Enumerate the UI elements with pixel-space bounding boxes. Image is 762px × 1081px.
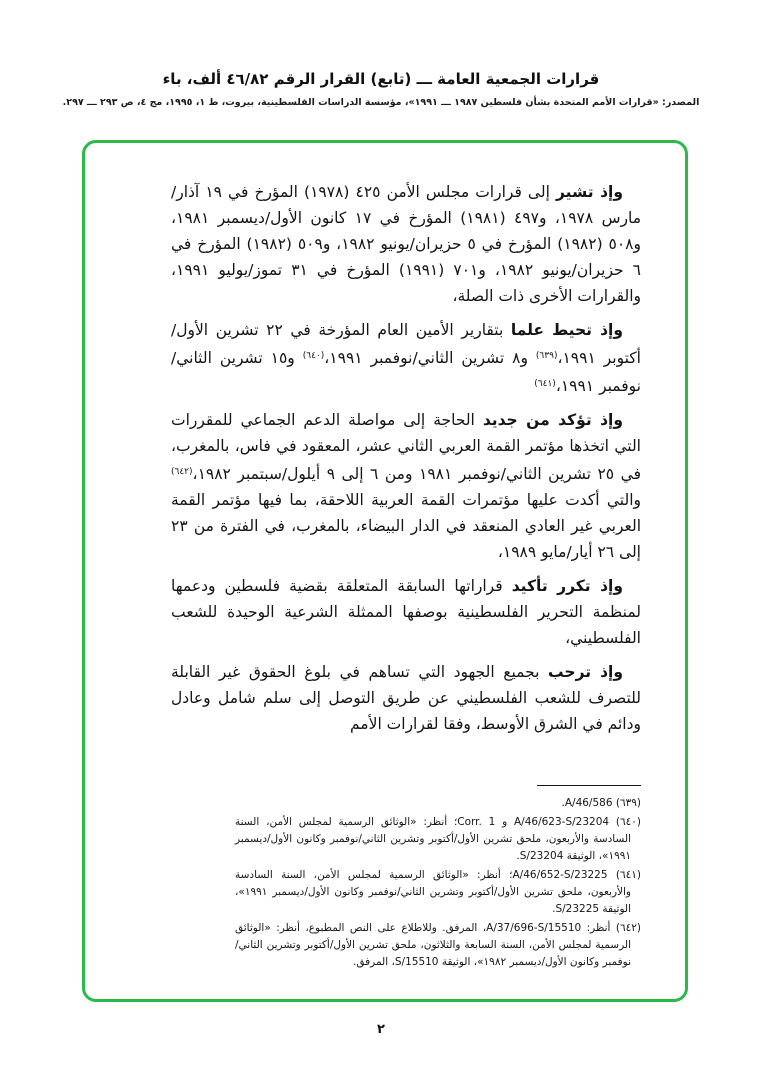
paragraph-text: إلى قرارات مجلس الأمن ٤٢٥ (١٩٧٨) المؤرخ في ١٩ آذار/مارس ١٩٧٨، و٤٩٧ (١٩٨١) المؤرخ في ١٧ كانون الأول/ديسمبر ١٩٨١، و٥٠٨ (١٩٨٢) المؤرخ في ٥ حزيران/يونيو ١٩٨٢، و٥٠٩ (١٩٨٢) المؤرخ في ٦ حزيران/يونيو ١٩٨٢، و٧٠١ (١٩٩١) المؤرخ في ٣١ تموز/يوليو ١٩٩١، والقرارات الأخرى ذات الصلة، [171,183,641,305]
paragraph-text: و١٥ تشرين الثاني/نوفمبر ١٩٩١، [171,349,641,395]
paragraph-taking-note [171,317,641,399]
paragraph-text: و٨ تشرين الثاني/نوفمبر ١٩٩١، [324,349,536,367]
footnote-ref-640: (٦٤٠) [302,351,325,361]
footnote-label: (٦٤١) [615,869,641,881]
footnote-641 [235,867,641,918]
paragraph-lead: وإذ تشير [555,183,623,201]
footnotes-section [235,785,641,973]
footnote-ref-642: (٦٤٢) [171,467,193,477]
document-title: قرارات الجمعية العامة ـــ (تابع) القرار الرقم ٤٦/٨٢ ألف، باء [162,70,600,88]
footnote-639 [235,795,641,812]
footnote-label: (٦٤٠) [615,816,641,828]
footnote-642 [235,920,641,971]
paragraph-text: بتقارير الأمين العام المؤرخة في ٢٢ تشرين الأول/أكتوبر ١٩٩١، [171,321,641,367]
footnote-text: A/46/652-S/23225؛ أنظر: «الوثائق الرسمية لمجلس الأمن، السنة السادسة والأربعون، ملحق تشرين الأول/أكتوبر وتشرين الثاني/نوفمبر وكانون الأول/ديسمبر ١٩٩١»، الوثيقة S/23225. [235,869,631,915]
paragraph-text: والتي أكدت عليها مؤتمرات القمة العربية اللاحقة، بما فيها مؤتمر القمة العربي غير العادي المنعقد في الدار البيضاء، بالمغرب، في الفترة من ٢٣ إلى ٢٦ أيار/مايو ١٩٨٩، [171,491,641,561]
paragraph-text: الحاجة إلى مواصلة الدعم الجماعي للمقررات التي اتخذها مؤتمر القمة العربي الثاني عشر، المعقود في فاس، بالمغرب، في ٢٥ تشرين الثاني/نوفمبر ١٩٨١ ومن ٦ إلى ٩ أيلول/سبتمبر ١٩٨٢، [171,411,641,483]
source-citation-line: المصدر: «قرارات الأمم المتحدة بشأن فلسطين ١٩٨٧ ـــ ١٩٩١»، مؤسسة الدراسات الفلسطينية، بيروت، ط ١، ١٩٩٥، مج ٤، ص ٢٩٣ ـــ ٢٩٧. [62,97,700,108]
footnote-label: (٦٣٩) [615,797,641,809]
paragraph-lead: وإذ ترحب [548,663,623,681]
footnote-ref-641: (٦٤١) [534,379,556,389]
footnote-separator [537,785,641,786]
paragraph-welcoming-efforts [171,659,641,737]
footnote-ref-639: (٦٣٩) [535,351,558,361]
resolution-text [171,179,641,745]
footnote-640 [235,814,641,865]
highlight-frame [82,140,688,1002]
footnote-label: (٦٤٢) [615,922,641,934]
paragraph-text: بجميع الجهود التي تساهم في بلوغ الحقوق غير القابلة للتصرف للشعب الفلسطيني عن طريق التوصل إلى سلم شامل وعادل ودائم في الشرق الأوسط، وفقا لقرارات الأمم [171,663,641,733]
paragraph-recalling-resolutions [171,179,641,309]
footnote-text: A/46/586. [561,797,613,809]
page-number: ٢ [377,1022,385,1037]
paragraph-reaffirming-summits [171,407,641,565]
footnote-text: A/46/623-S/23204 و Corr. 1؛ أنظر: «الوثائق الرسمية لمجلس الأمن، السنة السادسة والأربعون، ملحق تشرين الأول/أكتوبر وتشرين الثاني/نوفمبر وكانون الأول/ديسمبر ١٩٩١»، الوثيقة S/23204. [235,816,631,862]
footnote-text: أنظر: A/37/696-S/15510، المرفق. وللاطلاع على النص المطبوع، أنظر: «الوثائق الرسمية لمجلس الأمن، السنة السابعة والثلاثون، ملحق تشرين الأول/أكتوبر وتشرين الثاني/نوفمبر وكانون الأول/ديسمبر ١٩٨٢»، الوثيقة S/15510، المرفق. [235,922,631,968]
paragraph-lead: وإذ تحيط علما [510,321,623,339]
page-header [0,70,762,108]
paragraph-lead: وإذ تكرر تأكيد [511,577,624,595]
paragraph-text: قراراتها السابقة المتعلقة بقضية فلسطين ودعمها لمنظمة التحرير الفلسطينية بوصفها الممثلة الشرعية الوحيدة للشعب الفلسطيني، [171,577,641,647]
paragraph-lead: وإذ تؤكد من جديد [482,411,623,429]
paragraph-reiterating-plo [171,573,641,651]
